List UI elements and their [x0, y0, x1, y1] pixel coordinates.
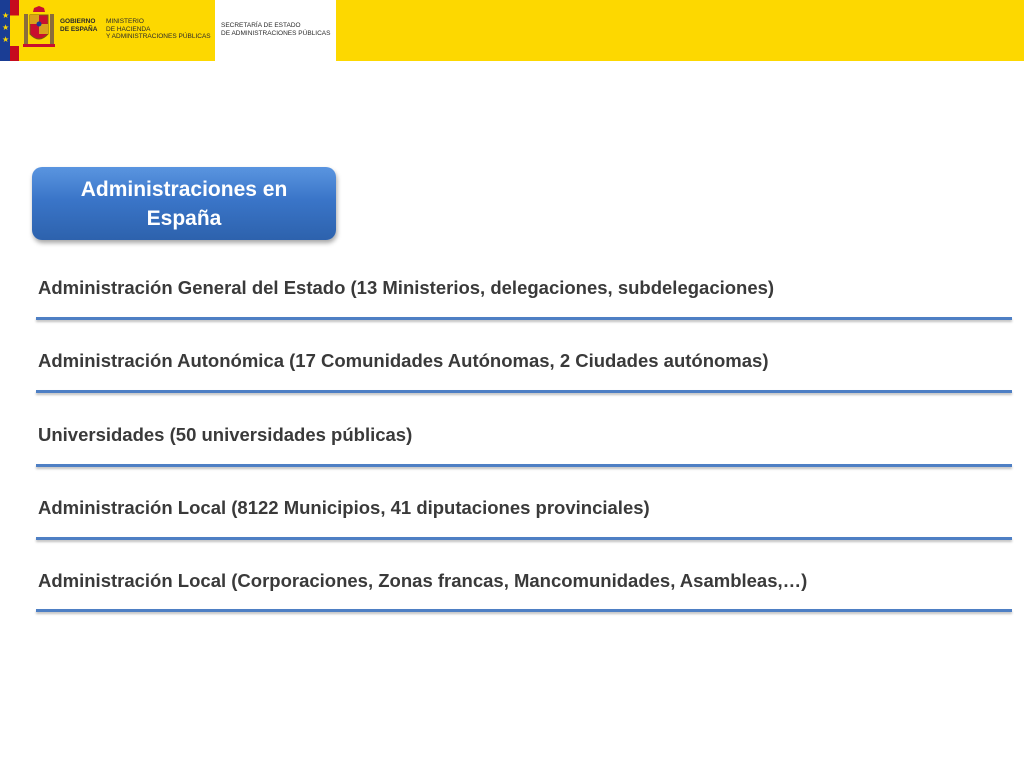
ministerio-line-2: DE HACIENDA — [106, 25, 151, 33]
slide-title: Administraciones en España — [80, 177, 288, 230]
item-divider — [36, 464, 1012, 467]
government-header-bar — [0, 0, 1024, 61]
spain-flag-strip — [10, 0, 19, 61]
eu-star-icon: ★ — [2, 11, 10, 20]
eu-star-icon: ★ — [2, 35, 10, 44]
ministerio-line-3: Y ADMINISTRACIONES PÚBLICAS — [106, 33, 211, 40]
gobierno-line-2: DE ESPAÑA — [60, 26, 98, 33]
list-item-local-corporaciones: Administración Local (Corporaciones, Zonas francas, Mancomunidades, Asambleas,…) — [38, 570, 808, 591]
coat-of-arms-icon[interactable] — [22, 6, 56, 52]
gobierno-line-1: GOBIERNO — [60, 18, 96, 25]
item-divider — [36, 317, 1012, 320]
eu-star-icon: ★ — [2, 23, 10, 32]
list-item-age: Administración General del Estado (13 Ministerios, delegaciones, subdelegaciones) — [38, 277, 775, 298]
item-divider — [36, 537, 1012, 540]
header-divider — [0, 61, 1000, 63]
secretaria-line-1: SECRETARÍA DE ESTADO — [221, 22, 301, 29]
list-item-local-municipios: Administración Local (8122 Municipios, 41 diputaciones provinciales) — [38, 497, 650, 518]
list-item-autonomica: Administración Autonómica (17 Comunidades Autónomas, 2 Ciudades autónomas) — [38, 350, 769, 371]
list-item-universidades: Universidades (50 universidades públicas) — [38, 424, 413, 445]
item-divider — [36, 609, 1012, 612]
secretaria-label — [221, 22, 336, 37]
secretaria-line-2: DE ADMINISTRACIONES PÚBLICAS — [221, 29, 331, 37]
gobierno-label — [60, 18, 102, 34]
ministerio-line-1: MINISTERIO — [106, 18, 144, 25]
secretaria-box — [215, 0, 336, 61]
ministerio-label — [106, 18, 216, 41]
item-divider — [36, 390, 1012, 393]
eu-flag-strip — [0, 0, 10, 61]
slide-title-box — [32, 167, 336, 240]
